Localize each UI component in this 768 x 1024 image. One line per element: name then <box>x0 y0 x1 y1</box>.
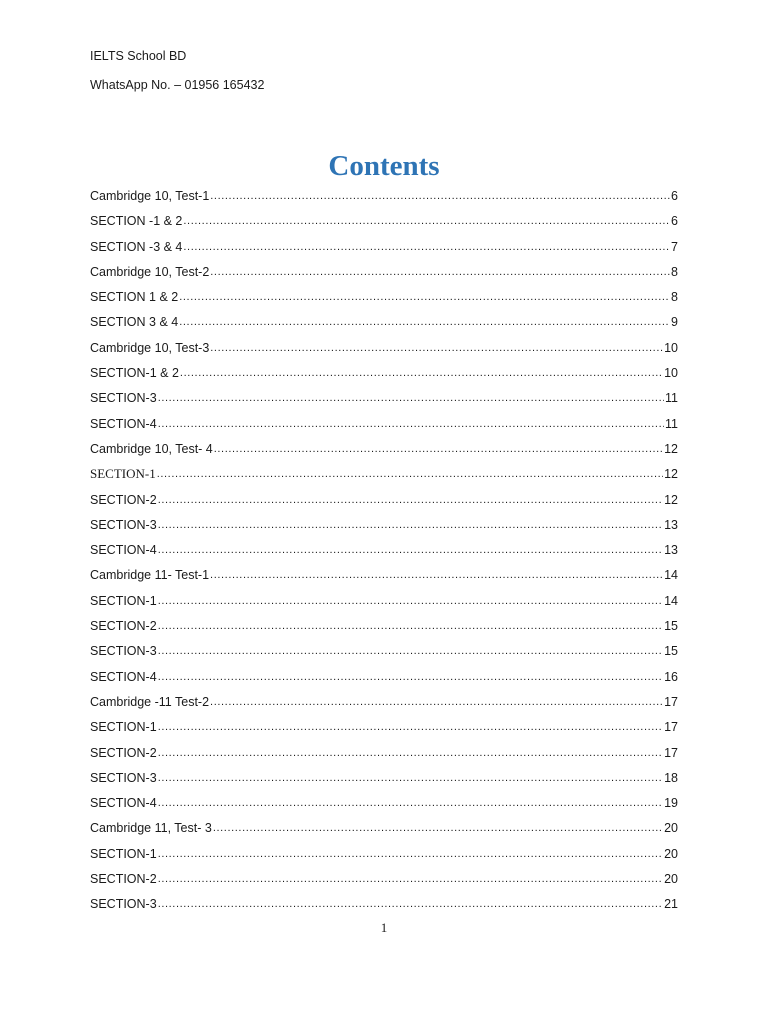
toc-entry-page-number: 20 <box>664 846 678 861</box>
toc-entry[interactable] <box>90 339 678 364</box>
toc-entry[interactable] <box>90 415 678 440</box>
toc-entry[interactable] <box>90 592 678 617</box>
toc-dot-leader <box>158 642 663 660</box>
toc-entry[interactable] <box>90 440 678 465</box>
toc-entry-label: SECTION-1 <box>90 466 156 482</box>
toc-entry-label: SECTION-2 <box>90 492 157 507</box>
toc-entry-label: SECTION-3 <box>90 517 157 532</box>
toc-entry[interactable] <box>90 364 678 389</box>
header-organization: IELTS School BD <box>90 49 187 63</box>
toc-entry[interactable] <box>90 845 678 870</box>
toc-entry-label: SECTION-1 & 2 <box>90 366 179 381</box>
toc-dot-leader <box>158 769 663 787</box>
toc-entry-label: SECTION-3 <box>90 897 157 912</box>
toc-entry-label: SECTION -1 & 2 <box>90 214 183 229</box>
toc-entry-page-number: 14 <box>664 568 678 583</box>
toc-entry[interactable] <box>90 212 678 237</box>
toc-entry-page-number: 15 <box>664 619 678 634</box>
toc-entry-page-number: 13 <box>664 543 678 558</box>
toc-dot-leader <box>158 389 664 407</box>
toc-entry[interactable] <box>90 895 678 920</box>
toc-entry[interactable] <box>90 642 678 667</box>
toc-entry-page-number: 18 <box>664 770 678 785</box>
toc-entry[interactable] <box>90 769 678 794</box>
toc-entry[interactable] <box>90 491 678 516</box>
toc-entry-page-number: 6 <box>671 189 678 203</box>
toc-entry-page-number: 12 <box>664 467 678 482</box>
toc-dot-leader <box>158 794 663 812</box>
toc-entry-page-number: 12 <box>664 492 678 507</box>
toc-list <box>90 187 678 921</box>
toc-dot-leader <box>158 668 663 686</box>
toc-entry-label: SECTION-3 <box>90 644 157 659</box>
toc-dot-leader <box>183 238 670 256</box>
toc-entry-label: SECTION-2 <box>90 745 157 760</box>
toc-dot-leader <box>158 541 663 559</box>
toc-entry-label: Cambridge 11- Test-1 <box>90 568 210 583</box>
toc-entry-label: SECTION-1 <box>90 846 157 861</box>
toc-entry[interactable] <box>90 187 678 212</box>
page-number: 1 <box>380 920 388 935</box>
toc-entry-page-number: 17 <box>664 720 678 735</box>
toc-entry-page-number: 12 <box>664 441 678 456</box>
toc-dot-leader <box>157 465 663 483</box>
toc-dot-leader <box>158 895 663 913</box>
toc-dot-leader <box>213 819 663 837</box>
toc-dot-leader <box>210 693 663 711</box>
toc-dot-leader <box>158 592 663 610</box>
toc-dot-leader <box>158 491 663 509</box>
toc-entry-page-number: 15 <box>664 644 678 659</box>
toc-entry-page-number: 10 <box>664 366 678 381</box>
toc-title: Contents <box>328 150 440 182</box>
toc-dot-leader <box>158 744 663 762</box>
toc-entry-page-number: 16 <box>664 669 678 684</box>
toc-entry-label: Cambridge 11, Test- 3 <box>90 821 212 836</box>
toc-entry-page-number: 21 <box>664 897 678 912</box>
toc-entry-page-number: 17 <box>664 694 678 709</box>
toc-entry[interactable] <box>90 566 678 591</box>
toc-dot-leader <box>158 718 663 736</box>
toc-entry-page-number: 20 <box>664 821 678 836</box>
toc-entry[interactable] <box>90 744 678 769</box>
toc-entry-page-number: 17 <box>664 745 678 760</box>
toc-entry-label: Cambridge -11 Test-2 <box>90 694 210 709</box>
toc-entry[interactable] <box>90 819 678 844</box>
header-contact: WhatsApp No. – 01956 165432 <box>90 78 265 92</box>
toc-entry-label: Cambridge 10, Test-2 <box>90 264 210 279</box>
toc-dot-leader <box>214 440 663 458</box>
toc-entry[interactable] <box>90 718 678 743</box>
toc-entry-label: Cambridge 10, Test- 4 <box>90 441 213 456</box>
toc-entry-label: SECTION-2 <box>90 619 157 634</box>
toc-entry-label: SECTION-4 <box>90 796 157 811</box>
toc-entry-label: SECTION-1 <box>90 720 157 735</box>
toc-entry-label: Cambridge 10, Test-1 <box>90 189 210 203</box>
toc-entry[interactable] <box>90 541 678 566</box>
toc-entry[interactable] <box>90 465 678 490</box>
toc-entry-label: SECTION-3 <box>90 770 157 785</box>
toc-entry-label: SECTION-1 <box>90 593 157 608</box>
toc-entry[interactable] <box>90 870 678 895</box>
toc-dot-leader <box>179 313 670 331</box>
toc-entry[interactable] <box>90 693 678 718</box>
toc-entry-label: Cambridge 10, Test-3 <box>90 340 210 355</box>
toc-entry[interactable] <box>90 794 678 819</box>
toc-entry-page-number: 11 <box>665 391 678 406</box>
toc-entry[interactable] <box>90 617 678 642</box>
toc-entry-page-number: 19 <box>664 796 678 811</box>
toc-dot-leader <box>210 566 663 584</box>
toc-entry-page-number: 10 <box>664 340 678 355</box>
toc-entry-page-number: 8 <box>671 264 678 279</box>
toc-entry-label: SECTION-4 <box>90 416 157 431</box>
toc-entry[interactable] <box>90 263 678 288</box>
toc-entry-label: SECTION -3 & 4 <box>90 239 183 254</box>
toc-dot-leader <box>158 845 663 863</box>
toc-entry-page-number: 7 <box>671 239 678 254</box>
toc-entry-label: SECTION-4 <box>90 669 157 684</box>
toc-entry-label: SECTION 1 & 2 <box>90 290 179 305</box>
toc-entry-page-number: 11 <box>665 416 678 431</box>
toc-entry-label: SECTION 3 & 4 <box>90 315 179 330</box>
toc-entry[interactable] <box>90 389 678 414</box>
toc-entry[interactable] <box>90 313 678 338</box>
toc-entry-page-number: 9 <box>671 315 678 330</box>
toc-dot-leader <box>210 187 670 205</box>
toc-entry[interactable] <box>90 668 678 693</box>
toc-dot-leader <box>210 339 663 357</box>
toc-entry-page-number: 6 <box>671 214 678 229</box>
toc-entry[interactable] <box>90 516 678 541</box>
toc-entry-page-number: 13 <box>664 517 678 532</box>
toc-entry-label: SECTION-2 <box>90 872 157 887</box>
toc-entry-label: SECTION-3 <box>90 391 157 406</box>
toc-dot-leader <box>183 212 670 230</box>
toc-dot-leader <box>158 415 664 433</box>
toc-entry[interactable] <box>90 288 678 313</box>
toc-entry-page-number: 8 <box>671 290 678 305</box>
toc-dot-leader <box>158 516 663 534</box>
toc-entry-page-number: 20 <box>664 872 678 887</box>
toc-entry-page-number: 14 <box>664 593 678 608</box>
toc-entry-label: SECTION-4 <box>90 543 157 558</box>
toc-dot-leader <box>179 288 670 306</box>
toc-dot-leader <box>158 617 663 635</box>
toc-entry[interactable] <box>90 238 678 263</box>
toc-dot-leader <box>180 364 663 382</box>
toc-dot-leader <box>158 870 663 888</box>
toc-dot-leader <box>210 263 670 281</box>
